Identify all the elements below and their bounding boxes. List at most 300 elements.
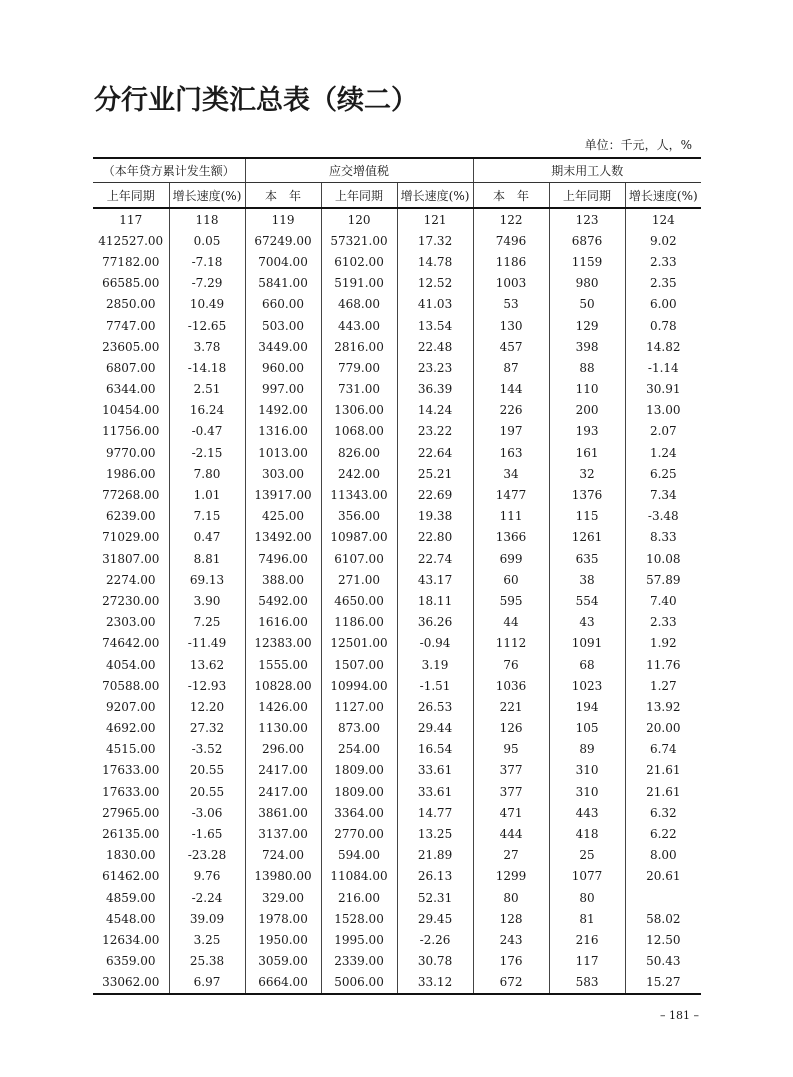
table-cell: 119 [245,208,321,230]
table-cell: 70588.00 [102,678,160,693]
table-cell: 1091 [549,633,625,654]
table-cell: 980 [549,273,625,294]
table-cell: 10.08 [625,548,701,569]
table-cell: 1299 [473,866,549,887]
table-cell: 1528.00 [321,908,397,929]
table-cell: 80 [473,887,549,908]
table-cell: 7496.00 [245,548,321,569]
column-header: 增长速度(%) [169,183,245,209]
table-cell: 129 [549,315,625,336]
table-cell: 13492.00 [245,527,321,548]
table-cell: 22.74 [397,548,473,569]
table-row [93,866,701,887]
table-cell: 22.69 [397,484,473,505]
table-cell: 310 [549,781,625,802]
table-cell: 2.33 [625,251,701,272]
column-header: 上年同期 [93,183,169,209]
table-cell: 418 [549,823,625,844]
table-row [93,823,701,844]
table-cell: 1186 [473,251,549,272]
table-cell: 1261 [549,527,625,548]
table-cell: 121 [397,208,473,230]
table-row [93,951,701,972]
table-cell: 34 [473,463,549,484]
table-cell: 1507.00 [321,654,397,675]
table-cell: 60 [473,569,549,590]
table-cell: 471 [473,802,549,823]
table-row [93,739,701,760]
table-cell: -14.18 [169,357,245,378]
table-cell: 635 [549,548,625,569]
table-row [93,273,701,294]
table-cell: 13.92 [625,696,701,717]
table-cell: 29.45 [397,908,473,929]
table-cell: 11343.00 [321,484,397,505]
table-cell: 1492.00 [245,400,321,421]
table-cell: 41.03 [397,294,473,315]
table-cell: 12501.00 [321,633,397,654]
table-cell: 10.49 [169,294,245,315]
table-cell: -2.15 [169,442,245,463]
table-cell: 672 [473,972,549,994]
table-cell: 13.25 [397,823,473,844]
table-cell: 6239.00 [105,509,156,524]
table-cell: 27.32 [169,718,245,739]
header-group-vat: 应交增值税 [245,158,473,183]
table-cell: 22.64 [397,442,473,463]
table-cell: 4548.00 [105,911,156,926]
table-cell: 33062.00 [93,972,169,994]
table-cell: 3137.00 [245,823,321,844]
table-cell: 595 [473,590,549,611]
table-cell: 6.22 [625,823,701,844]
table-cell: 873.00 [321,718,397,739]
table-cell: 2339.00 [321,951,397,972]
table-cell: 503.00 [245,315,321,336]
table-cell: 13917.00 [245,484,321,505]
table-cell: 50 [549,294,625,315]
table-cell: 128 [473,908,549,929]
table-cell: 0.05 [169,230,245,251]
table-cell: 7.34 [625,484,701,505]
table-row [93,654,701,675]
table-cell: 1112 [473,633,549,654]
table-cell: 77182.00 [102,254,160,269]
table-cell: 3.78 [169,336,245,357]
table-cell: 1186.00 [321,612,397,633]
table-cell: 74642.00 [102,636,160,651]
table-row [93,696,701,717]
unit-label: 单位：千元，人，% [584,138,692,152]
table-cell: 4650.00 [321,590,397,611]
table-cell: 1036 [473,675,549,696]
table-cell: 14.77 [397,802,473,823]
table-cell: 20.61 [625,866,701,887]
table-cell: 5006.00 [321,972,397,994]
table-cell: 30.91 [625,379,701,400]
table-cell [625,887,701,908]
table-cell: 1159 [549,251,625,272]
table-cell: 583 [549,972,625,994]
table-cell: 296.00 [245,739,321,760]
table-cell: 14.24 [397,400,473,421]
column-header: 本 年 [245,183,321,209]
table-cell: -23.28 [169,845,245,866]
table-cell: 68 [549,654,625,675]
table-cell: 194 [549,696,625,717]
page-number: – 181 – [660,1009,699,1022]
table-cell: 12383.00 [245,633,321,654]
table-cell: 221 [473,696,549,717]
table-cell: 3.90 [169,590,245,611]
table-cell: 388.00 [245,569,321,590]
table-cell: 25 [549,845,625,866]
table-cell: 1809.00 [321,760,397,781]
table-cell: 329.00 [245,887,321,908]
table-cell: 17.32 [397,230,473,251]
table-cell: 23.22 [397,421,473,442]
table-row [93,548,701,569]
column-number-row [93,208,701,230]
table-cell: 120 [321,208,397,230]
table-cell: 16.54 [397,739,473,760]
table-cell: 122 [473,208,549,230]
table-cell: 243 [473,929,549,950]
table-cell: 8.00 [625,845,701,866]
table-cell: 117 [119,212,143,227]
table-cell: 2417.00 [245,760,321,781]
table-cell: -7.18 [169,251,245,272]
summary-table [93,157,701,995]
table-cell: 71029.00 [102,530,160,545]
table-cell: 826.00 [321,442,397,463]
table-cell: 6.00 [625,294,701,315]
table-cell: 6.97 [169,972,245,994]
table-cell: -0.47 [169,421,245,442]
table-cell: 2.33 [625,612,701,633]
table-cell: 39.09 [169,908,245,929]
table-cell: 80 [549,887,625,908]
table-cell: 13.62 [169,654,245,675]
table-cell: 242.00 [321,463,397,484]
table-cell: 12.20 [169,696,245,717]
table-cell: 3364.00 [321,802,397,823]
table-cell: 26.13 [397,866,473,887]
table-cell: 1023 [549,675,625,696]
table-cell: 25.38 [169,951,245,972]
table-row [93,612,701,633]
table-cell: 15.27 [625,972,701,994]
table-cell: 6344.00 [105,382,156,397]
table-row [93,230,701,251]
table-cell: -3.06 [169,802,245,823]
table-cell: 6107.00 [321,548,397,569]
table-cell: 468.00 [321,294,397,315]
table-cell: 7747.00 [105,318,156,333]
table-cell: 3861.00 [245,802,321,823]
table-cell: 8.33 [625,527,701,548]
table-cell: 7.15 [169,506,245,527]
table-cell: 7.80 [169,463,245,484]
table-cell: 20.55 [169,760,245,781]
table-cell: 2770.00 [321,823,397,844]
table-cell: 3449.00 [245,336,321,357]
table-row [93,251,701,272]
table-cell: 61462.00 [102,869,160,884]
table-cell: 21.61 [625,760,701,781]
table-cell: 13.54 [397,315,473,336]
table-body [93,208,701,994]
table-row [93,315,701,336]
table-cell: 554 [549,590,625,611]
table-cell: 17633.00 [102,763,160,778]
table-cell: 443.00 [321,315,397,336]
table-cell: 115 [549,506,625,527]
table-cell: 31807.00 [102,551,160,566]
table-cell: 4515.00 [105,742,156,757]
table-cell: 23.23 [397,357,473,378]
table-cell: 1995.00 [321,929,397,950]
table-cell: 1376 [549,484,625,505]
table-row [93,357,701,378]
table-cell: 26.53 [397,696,473,717]
table-cell: 1616.00 [245,612,321,633]
header-group-employees: 期末用工人数 [473,158,701,183]
table-cell: 271.00 [321,569,397,590]
table-cell: 10828.00 [245,675,321,696]
table-cell: 118 [169,208,245,230]
header-group-credit: （本年贷方累计发生额） [93,158,245,183]
table-cell: 0.78 [625,315,701,336]
table-cell: 1.27 [625,675,701,696]
table-cell: -1.14 [625,357,701,378]
table-row [93,442,701,463]
table-cell: 1127.00 [321,696,397,717]
table-cell: 6876 [549,230,625,251]
table-cell: 1013.00 [245,442,321,463]
table-cell: 197 [473,421,549,442]
table-cell: -0.94 [397,633,473,654]
table-cell: 724.00 [245,845,321,866]
table-cell: -2.26 [397,929,473,950]
table-row [93,718,701,739]
table-cell: 2816.00 [321,336,397,357]
table-row [93,887,701,908]
table-cell: 20.55 [169,781,245,802]
table-cell: 6807.00 [105,360,156,375]
table-cell: 14.78 [397,251,473,272]
table-row [93,845,701,866]
table-cell: 111 [473,506,549,527]
table-cell: 1.92 [625,633,701,654]
table-cell: 144 [473,379,549,400]
table-cell: 1830.00 [105,848,156,863]
table-row [93,463,701,484]
table-cell: 398 [549,336,625,357]
table-cell: 22.80 [397,527,473,548]
table-cell: 193 [549,421,625,442]
table-cell: 21.89 [397,845,473,866]
table-cell: 3.19 [397,654,473,675]
table-row [93,675,701,696]
table-cell: 95 [473,739,549,760]
table-cell: 27 [473,845,549,866]
table-cell: 43.17 [397,569,473,590]
table-cell: 124 [625,208,701,230]
table-cell: 1366 [473,527,549,548]
table-cell: 77268.00 [102,488,160,503]
table-cell: 7.25 [169,612,245,633]
table-cell: 2303.00 [105,615,156,630]
table-row [93,421,701,442]
column-header: 增长速度(%) [625,183,701,209]
header-group-row [93,158,701,183]
table-cell: 0.47 [169,527,245,548]
table-cell: 27965.00 [102,805,160,820]
table-cell: 161 [549,442,625,463]
table-cell: 2274.00 [105,572,156,587]
table-cell: 8.81 [169,548,245,569]
column-header: 本 年 [473,183,549,209]
table-row [93,802,701,823]
table-row [93,760,701,781]
table-cell: 1316.00 [245,421,321,442]
table-row [93,527,701,548]
table-cell: 25.21 [397,463,473,484]
table-cell: 105 [549,718,625,739]
table-cell: 3.25 [169,929,245,950]
table-cell: 1809.00 [321,781,397,802]
table-cell: 52.31 [397,887,473,908]
table-cell: 2.35 [625,273,701,294]
table-cell: -7.29 [169,273,245,294]
table-cell: 44 [473,612,549,633]
table-cell: 377 [473,781,549,802]
table-row [93,929,701,950]
table-cell: 2417.00 [245,781,321,802]
table-cell: 1555.00 [245,654,321,675]
table-cell: 163 [473,442,549,463]
table-cell: 20.00 [625,718,701,739]
table-cell: 2.07 [625,421,701,442]
table-cell: 33.61 [397,781,473,802]
table-cell: 356.00 [321,506,397,527]
table-cell: 9770.00 [105,445,156,460]
table-cell: 7004.00 [245,251,321,272]
header-column-row [93,183,701,209]
table-cell: 22.48 [397,336,473,357]
table-cell: 23605.00 [102,339,160,354]
table-cell: 17633.00 [102,784,160,799]
table-row [93,569,701,590]
table-cell: 4859.00 [105,890,156,905]
table-cell: 1.01 [169,484,245,505]
table-cell: -3.48 [625,506,701,527]
table-cell: 7.40 [625,590,701,611]
table-cell: 4692.00 [105,721,156,736]
table-cell: 7496 [473,230,549,251]
page-title: 分行业门类汇总表（续二） [94,85,418,116]
table-cell: 1986.00 [105,466,156,481]
table-cell: 89 [549,739,625,760]
table-row [93,400,701,421]
table-cell: -1.51 [397,675,473,696]
column-header: 增长速度(%) [397,183,473,209]
table-cell: 5492.00 [245,590,321,611]
table-cell: 9.02 [625,230,701,251]
table-cell: 254.00 [321,739,397,760]
table-cell: 6.74 [625,739,701,760]
table-cell: 21.61 [625,781,701,802]
table-cell: 444 [473,823,549,844]
table-cell: 5191.00 [321,273,397,294]
table-cell: 594.00 [321,845,397,866]
table-cell: 1306.00 [321,400,397,421]
table-cell: 10987.00 [321,527,397,548]
table-cell: 53 [473,294,549,315]
table-row [93,633,701,654]
table-cell: 110 [549,379,625,400]
column-header: 上年同期 [549,183,625,209]
table-cell: 699 [473,548,549,569]
table-cell: 216 [549,929,625,950]
table-cell: 18.11 [397,590,473,611]
table-cell: 660.00 [245,294,321,315]
table-cell: 12.50 [625,929,701,950]
table-cell: 200 [549,400,625,421]
table-cell: 30.78 [397,951,473,972]
table-row [93,590,701,611]
table-cell: 377 [473,760,549,781]
table-cell: 10994.00 [321,675,397,696]
table-cell: 425.00 [245,506,321,527]
table-cell: 1426.00 [245,696,321,717]
table-cell: 779.00 [321,357,397,378]
table-row [93,506,701,527]
table-cell: 5841.00 [245,273,321,294]
table-cell: 32 [549,463,625,484]
table-cell: 88 [549,357,625,378]
table-cell: 960.00 [245,357,321,378]
table-cell: -12.65 [169,315,245,336]
table-cell: 9.76 [169,866,245,887]
table-cell: 57.89 [625,569,701,590]
table-cell: 457 [473,336,549,357]
table-cell: 19.38 [397,506,473,527]
table-cell: 66585.00 [102,276,160,291]
table-cell: 216.00 [321,887,397,908]
table-cell: -12.93 [169,675,245,696]
table-row [93,336,701,357]
table-cell: 6359.00 [105,954,156,969]
table-cell: 2.51 [169,379,245,400]
table-cell: -2.24 [169,887,245,908]
table-cell: 27230.00 [102,593,160,608]
table-row [93,379,701,400]
table-cell: 1130.00 [245,718,321,739]
table-cell: 123 [549,208,625,230]
table-cell: 6664.00 [245,972,321,994]
table-cell: 38 [549,569,625,590]
table-row [93,972,701,994]
table-cell: 67249.00 [245,230,321,251]
table-cell: 1477 [473,484,549,505]
table-row [93,908,701,929]
table-cell: 10454.00 [102,403,160,418]
table-cell: 26135.00 [102,827,160,842]
table-cell: 226 [473,400,549,421]
table-row [93,484,701,505]
